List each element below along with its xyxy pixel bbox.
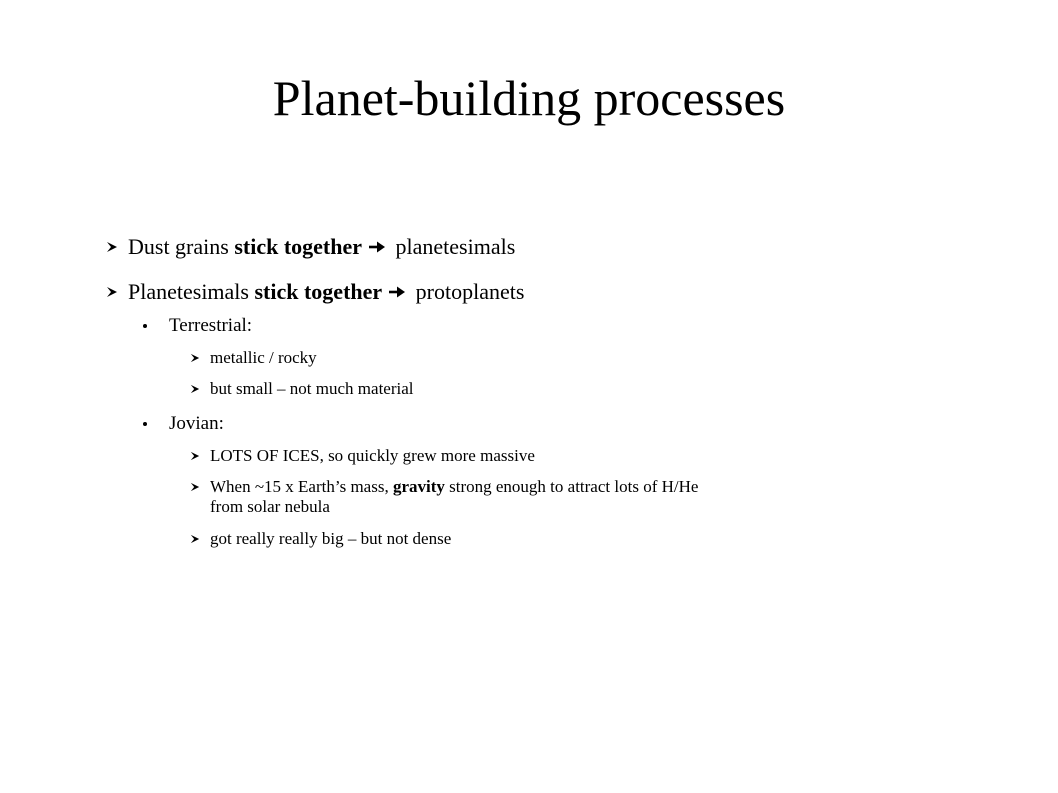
bullet-dust-grains-result: planetesimals bbox=[390, 234, 516, 259]
jovian-item: LOTS OF ICES, so quickly grew more massive bbox=[210, 446, 535, 465]
bullet-planetesimals bbox=[128, 278, 524, 308]
bullet-planetesimals-emphasis: stick together bbox=[254, 279, 383, 304]
arrowhead-bullet-icon bbox=[190, 353, 200, 363]
jovian-heading: Jovian: bbox=[169, 413, 224, 434]
jovian-item: got really really big – but not dense bbox=[210, 529, 452, 548]
arrowhead-bullet-icon bbox=[190, 451, 200, 461]
jovian-item-gravity-rest: strong enough to attract lots of H/He bbox=[444, 477, 699, 496]
bullet-dust-grains bbox=[128, 233, 515, 263]
jovian-item-gravity-text: When ~15 x Earth’s mass, bbox=[210, 477, 393, 496]
arrowhead-bullet-icon bbox=[106, 241, 118, 253]
terrestrial-heading: Terrestrial: bbox=[169, 315, 253, 336]
bullet-planetesimals-result: protoplanets bbox=[410, 279, 525, 304]
jovian-item-gravity-continuation: from solar nebula bbox=[210, 497, 330, 516]
bullet-dust-grains-text: Dust grains bbox=[128, 234, 235, 259]
arrowhead-bullet-icon bbox=[190, 482, 200, 492]
arrowhead-bullet-icon bbox=[190, 534, 200, 544]
right-arrow-icon bbox=[368, 233, 386, 261]
dot-bullet-icon bbox=[143, 422, 147, 426]
terrestrial-item: metallic / rocky bbox=[210, 348, 317, 367]
right-arrow-icon bbox=[388, 278, 406, 306]
dot-bullet-icon bbox=[143, 324, 147, 328]
terrestrial-item: but small – not much material bbox=[210, 379, 414, 398]
jovian-item-gravity bbox=[210, 476, 698, 498]
arrowhead-bullet-icon bbox=[190, 384, 200, 394]
jovian-item-gravity-emphasis: gravity bbox=[392, 477, 445, 496]
arrowhead-bullet-icon bbox=[106, 286, 118, 298]
bullet-dust-grains-emphasis: stick together bbox=[234, 234, 363, 259]
bullet-planetesimals-text: Planetesimals bbox=[128, 279, 255, 304]
slide-title: Planet-building processes bbox=[272, 70, 786, 126]
